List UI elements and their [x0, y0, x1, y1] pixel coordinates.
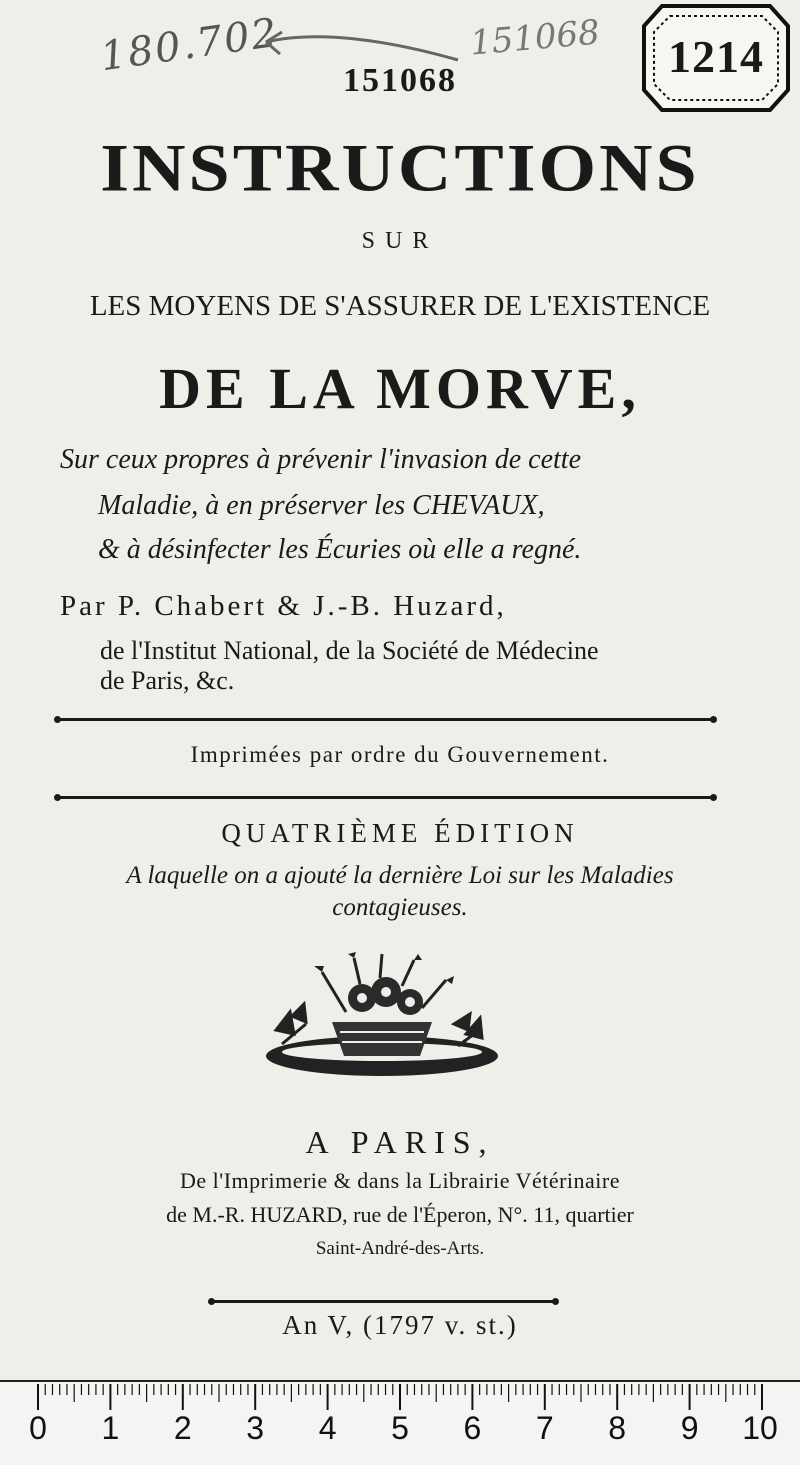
edition-added-line-1: A laquelle on a ajouté la dernière Loi sur les Maladies — [126, 862, 674, 889]
rule-end-dot — [710, 794, 717, 801]
ruler-number: 0 — [29, 1410, 47, 1446]
title-sur: SUR — [361, 228, 439, 254]
divider-rule-1 — [58, 718, 714, 721]
rule-end-dot — [710, 716, 717, 723]
catalog-label-number: 1214 — [668, 31, 764, 82]
rule-end-dot — [552, 1298, 559, 1305]
ruler-number: 8 — [608, 1410, 627, 1446]
title-moyens: LES MOYENS DE S'ASSURER DE L'EXISTENCE — [89, 290, 711, 322]
ruler-number: 4 — [318, 1410, 337, 1446]
printed-stamp-number: 151068 — [343, 62, 457, 99]
subtitle-line-2: Maladie, à en préserver les CHEVAUX, — [98, 490, 545, 521]
publication-date: An V, (1797 v. st.) — [282, 1310, 518, 1340]
title-morve: DE LA MORVE, — [159, 356, 641, 421]
printed-by-order: Imprimées par ordre du Gouvernement. — [190, 742, 610, 767]
authors-line: Par P. Chabert & J.-B. Huzard, — [60, 590, 507, 622]
subtitle-line-3: & à désinfecter les Écuries où elle a regné. — [98, 534, 582, 565]
imprint-city: A PARIS, — [305, 1124, 495, 1160]
imprint-line-2: de M.-R. HUZARD, rue de l'Éperon, N°. 11, quartier — [166, 1202, 634, 1227]
ruler-ticks — [0, 1382, 800, 1412]
authors-institution: de l'Institut National, de la Société de Médecine — [100, 636, 599, 665]
scale-ruler — [0, 1380, 800, 1465]
handwritten-shelfmark: 180.702 — [97, 9, 282, 81]
ruler-number: 6 — [463, 1410, 482, 1446]
divider-rule-3 — [212, 1300, 556, 1303]
ruler-number: 9 — [680, 1410, 699, 1446]
ruler-number: 5 — [391, 1410, 409, 1446]
rule-end-dot — [54, 716, 61, 723]
edition-added-line-2: contagieuses. — [332, 894, 468, 921]
ruler-number: 1 — [101, 1410, 120, 1446]
handwritten-number: 151068 — [468, 12, 602, 64]
imprint-line-3: Saint-André-des-Arts. — [315, 1238, 485, 1259]
ruler-number: 2 — [173, 1410, 192, 1446]
authors-paris: de Paris, &c. — [100, 666, 235, 695]
subtitle-line-1: Sur ceux propres à prévenir l'invasion de cette — [60, 444, 581, 475]
ruler-number: 10 — [742, 1410, 778, 1446]
edition-label: QUATRIÈME ÉDITION — [221, 818, 579, 848]
flower-basket-ornament-icon — [262, 952, 502, 1092]
rule-end-dot — [54, 794, 61, 801]
page-title: INSTRUCTIONS — [100, 130, 700, 207]
ruler-number: 3 — [246, 1410, 265, 1446]
ruler-number: 7 — [535, 1410, 554, 1446]
rule-end-dot — [208, 1298, 215, 1305]
imprint-line-1: De l'Imprimerie & dans la Librairie Vétérinaire — [180, 1168, 620, 1193]
divider-rule-2 — [58, 796, 714, 799]
